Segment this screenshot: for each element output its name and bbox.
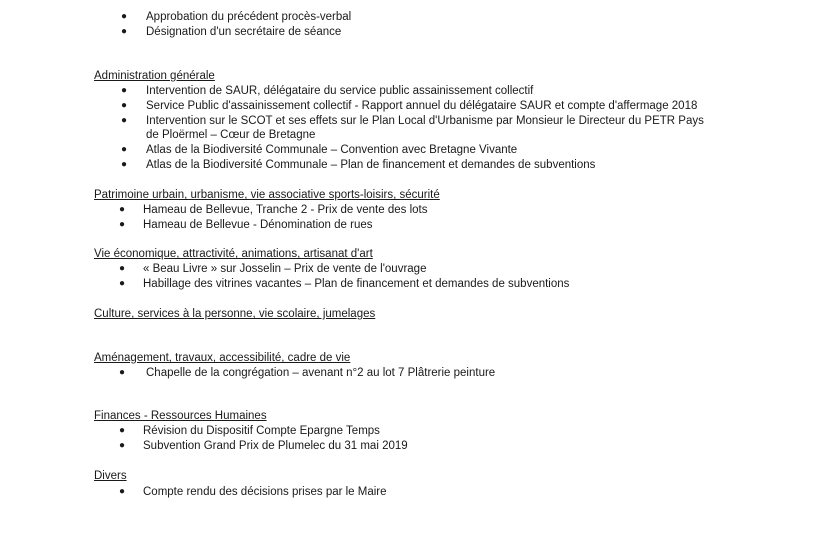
section-heading: Divers bbox=[94, 470, 127, 482]
bullet-icon: ● bbox=[119, 263, 126, 274]
bullet-icon: ● bbox=[119, 425, 126, 436]
bullet-icon: ● bbox=[121, 100, 128, 111]
list-item: Chapelle de la congrégation – avenant n°2 au lot 7 Plâtrerie peinture bbox=[146, 367, 496, 379]
list-item: Service Public d'assainissement collectif - Rapport annuel du délégataire SAUR et compte d'affermage 2018 bbox=[146, 100, 698, 112]
list-item: Subvention Grand Prix de Plumelec du 31 mai 2019 bbox=[143, 440, 408, 452]
bullet-icon: ● bbox=[121, 85, 128, 96]
section-heading: Administration générale bbox=[94, 70, 215, 82]
bullet-icon: ● bbox=[121, 26, 128, 37]
bullet-icon: ● bbox=[119, 440, 126, 451]
bullet-icon: ● bbox=[119, 486, 126, 497]
list-item: Hameau de Bellevue, Tranche 2 - Prix de vente des lots bbox=[143, 204, 428, 216]
bullet-icon: ● bbox=[121, 159, 128, 170]
bullet-icon: ● bbox=[121, 115, 128, 126]
list-item: Atlas de la Biodiversité Communale – Convention avec Bretagne Vivante bbox=[146, 144, 518, 156]
list-item: Désignation d'un secrétaire de séance bbox=[146, 26, 342, 38]
list-item: Hameau de Bellevue - Dénomination de rues bbox=[143, 219, 373, 231]
bullet-icon: ● bbox=[119, 278, 126, 289]
list-item: Compte rendu des décisions prises par le Maire bbox=[143, 486, 387, 498]
bullet-icon: ● bbox=[119, 219, 126, 230]
list-item: « Beau Livre » sur Josselin – Prix de vente de l'ouvrage bbox=[143, 263, 427, 275]
section-heading: Patrimoine urbain, urbanisme, vie associative sports-loisirs, sécurité bbox=[94, 189, 440, 201]
bullet-icon: ● bbox=[119, 204, 126, 215]
section-heading: Finances - Ressources Humaines bbox=[94, 410, 267, 422]
list-item: Approbation du précédent procès-verbal bbox=[146, 11, 352, 23]
section-heading: Aménagement, travaux, accessibilité, cadre de vie bbox=[94, 352, 351, 364]
section-heading: Culture, services à la personne, vie scolaire, jumelages bbox=[94, 308, 376, 320]
list-item: Habillage des vitrines vacantes – Plan de financement et demandes de subventions bbox=[143, 278, 570, 290]
list-item: Révision du Dispositif Compte Epargne Temps bbox=[143, 425, 380, 437]
bullet-icon: ● bbox=[121, 11, 128, 22]
list-item: Atlas de la Biodiversité Communale – Plan de financement et demandes de subventions bbox=[146, 159, 596, 171]
bullet-icon: ● bbox=[121, 144, 128, 155]
list-item-continuation: de Ploërmel – Cœur de Bretagne bbox=[146, 129, 316, 141]
list-item: Intervention de SAUR, délégataire du service public assainissement collectif bbox=[146, 85, 534, 97]
bullet-icon: ● bbox=[119, 367, 126, 378]
list-item: Intervention sur le SCOT et ses effets sur le Plan Local d'Urbanisme par Monsieur le Directeur du PETR Pays bbox=[146, 115, 704, 127]
section-heading: Vie économique, attractivité, animations, artisanat d'art bbox=[94, 248, 373, 260]
